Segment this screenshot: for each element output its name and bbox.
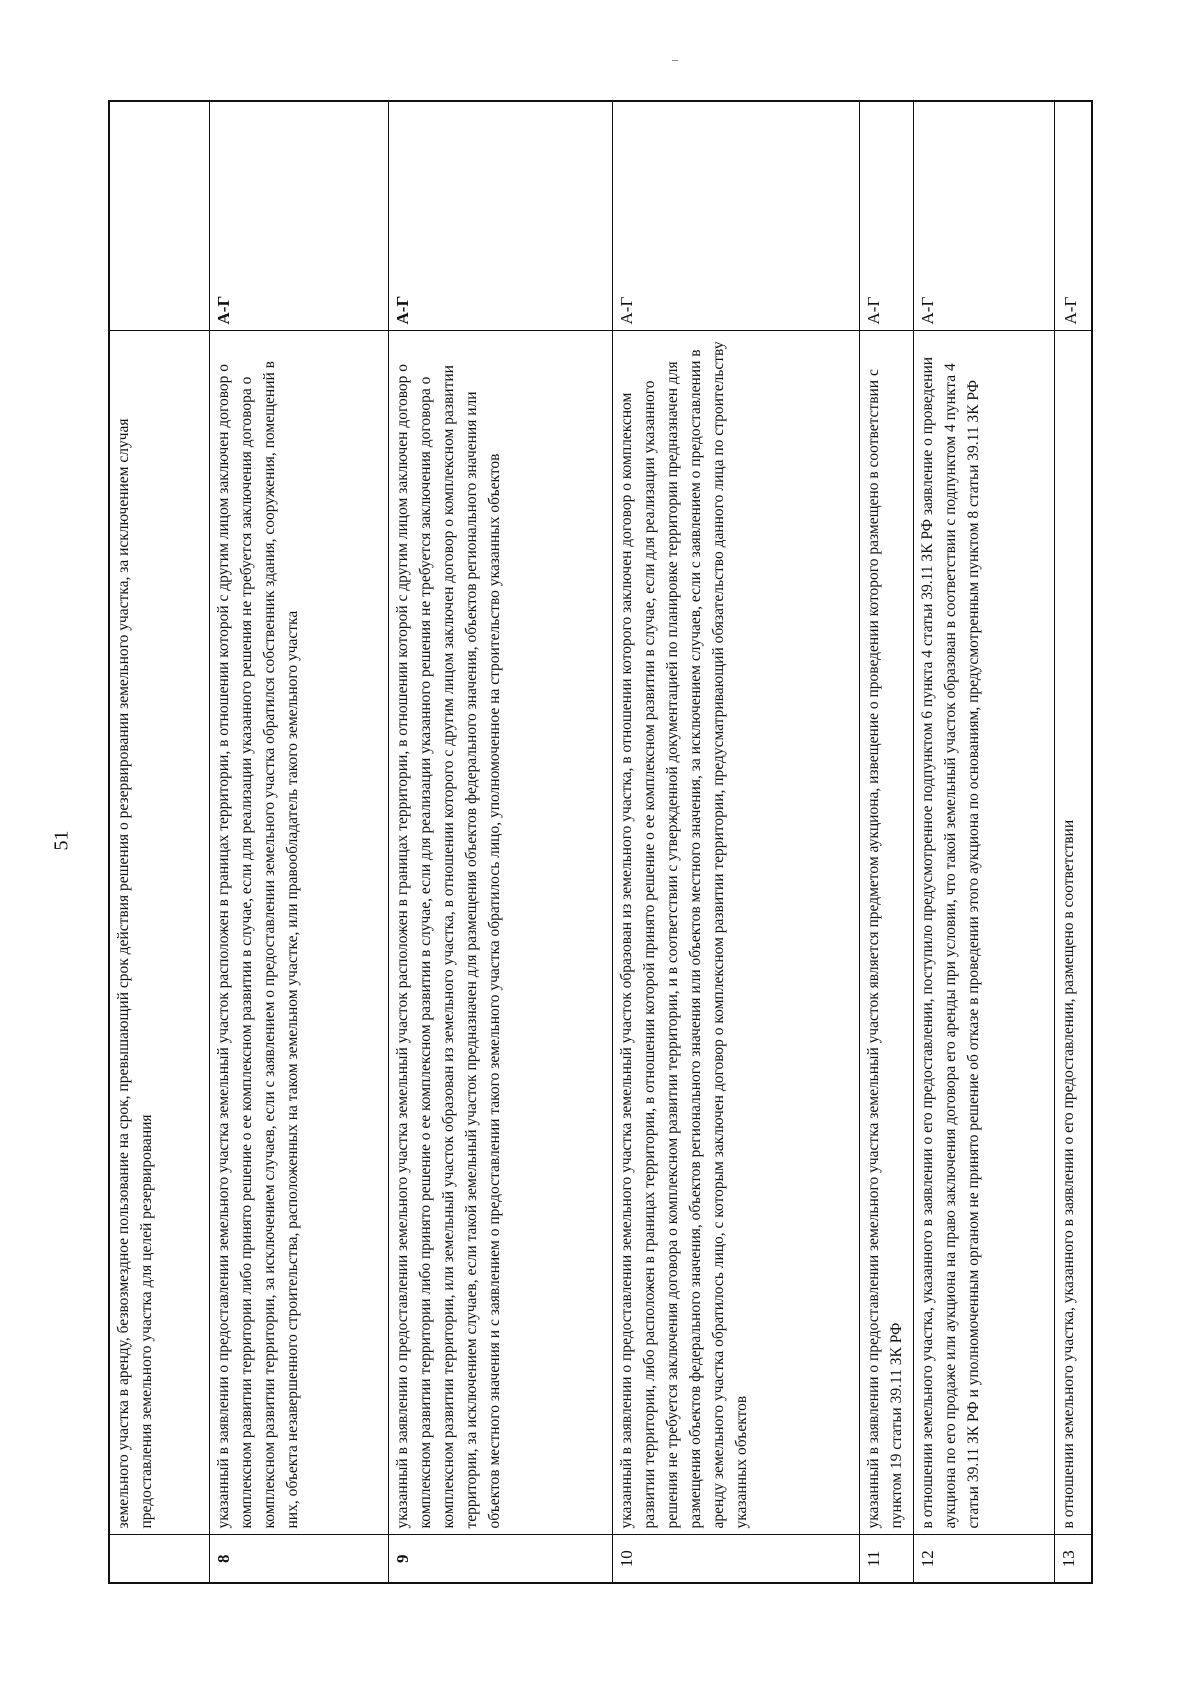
row-text: указанный в заявлении о предоставлении земельного участка земельный участок расположен в границах территории, в отношении которой с другим лицом заключен договор о комплексном развитии территории либо принято решение о ее комплексном развитии в случае, если для реализации указанного решения не требуется заключения договора о комплексном развитии территории, или земельный участок образован из земельного участка, в отношении которого с другим лицом заключен договор о комплексном развитии территории, за исключением случаев, если такой земельный участок предназначен для размещения объектов федерального значения, объектов регионального значения или объектов местного значения и с заявлением о предоставлении такого земельного участка обратилось лицо, уполномоченное на строительство указанных объектов — [388, 331, 612, 1535]
row-number — [109, 1535, 210, 1583]
table-row — [210, 101, 389, 1583]
row-number: 10 — [612, 1535, 860, 1583]
row-code — [109, 101, 210, 331]
row-number: 8 — [210, 1535, 389, 1583]
rotated-page-content — [108, 100, 1093, 1584]
table-row — [612, 101, 860, 1583]
row-text: земельного участка в аренду, безвозмездное пользование на срок, превышающий срок действия решения о резервировании земельного участка, за исключением случая предоставления земельного участка для целей резервирования — [109, 331, 210, 1535]
row-code: А-Г — [1054, 101, 1092, 331]
grounds-table — [108, 100, 1093, 1584]
row-code: А-Г — [913, 101, 1054, 331]
table-row — [860, 101, 914, 1583]
row-code: А-Г — [210, 101, 389, 331]
row-number: 9 — [388, 1535, 612, 1583]
row-text: в отношении земельного участка, указанного в заявлении о его предоставлении, размещено в соответствии — [1054, 331, 1092, 1535]
row-text: указанный в заявлении о предоставлении земельного участка земельный участок расположен в границах территории, в отношении которой с другим лицом заключен договор о комплексном развитии территории либо принято решение о ее комплексном развитии в случае, если для реализации указанного решения не требуется заключения договора о комплексном развитии территории, за исключением случаев, если с заявлением о предоставлении земельного участка обратился собственник здания, сооружения, помещений в них, объекта незавершенного строительства, расположенных на таком земельном участке, или правообладатель такого земельного участка — [210, 331, 389, 1535]
row-text: в отношении земельного участка, указанного в заявлении о его предоставлении, поступило предусмотренное подпунктом 6 пункта 4 статьи 39.11 ЗК РФ заявление о проведении аукциона по его продаже или аукциона на право заключения договора его аренды при условии, что такой земельный участок образован в соответствии с подпунктом 4 пункта 4 статьи 39.11 ЗК РФ и уполномоченным органом не принято решение об отказе в проведении этого аукциона по основаниям, предусмотренным пунктом 8 статьи 39.11 ЗК РФ — [913, 331, 1054, 1535]
scan-speck — [672, 60, 678, 61]
row-code: А-Г — [860, 101, 914, 331]
table-row — [913, 101, 1054, 1583]
row-number: 11 — [860, 1535, 914, 1583]
page-number: 51 — [50, 830, 73, 851]
table-row — [1054, 101, 1092, 1583]
table-row — [388, 101, 612, 1583]
row-number: 13 — [1054, 1535, 1092, 1583]
row-text: указанный в заявлении о предоставлении земельного участка земельный участок является предметом аукциона, извещение о проведении которого размещено в соответствии с пунктом 19 статьи 39.11 ЗК РФ — [860, 331, 914, 1535]
row-number: 12 — [913, 1535, 1054, 1583]
table-row — [109, 101, 210, 1583]
row-code: А-Г — [388, 101, 612, 331]
row-text: указанный в заявлении о предоставлении земельного участка земельный участок образован из земельного участка, в отношении которого заключен договор о комплексном развитии территории, либо расположен в границах территории, в отношении которой принято решение о ее комплексном развитии в случае, если для реализации указанного решения не требуется заключения договора о комплексном развитии территории, и в соответствии с утвержденной документацией по планировке территории предназначен для размещения объектов федерального значения, объектов регионального значения или объектов местного значения, за исключением случаев, если с заявлением о предоставлении в аренду земельного участка обратилось лицо, с которым заключен договор о комплексном развитии территории, предусматривающий обязательство данного лица по строительству указанных объектов — [612, 331, 860, 1535]
row-code: А-Г — [612, 101, 860, 331]
